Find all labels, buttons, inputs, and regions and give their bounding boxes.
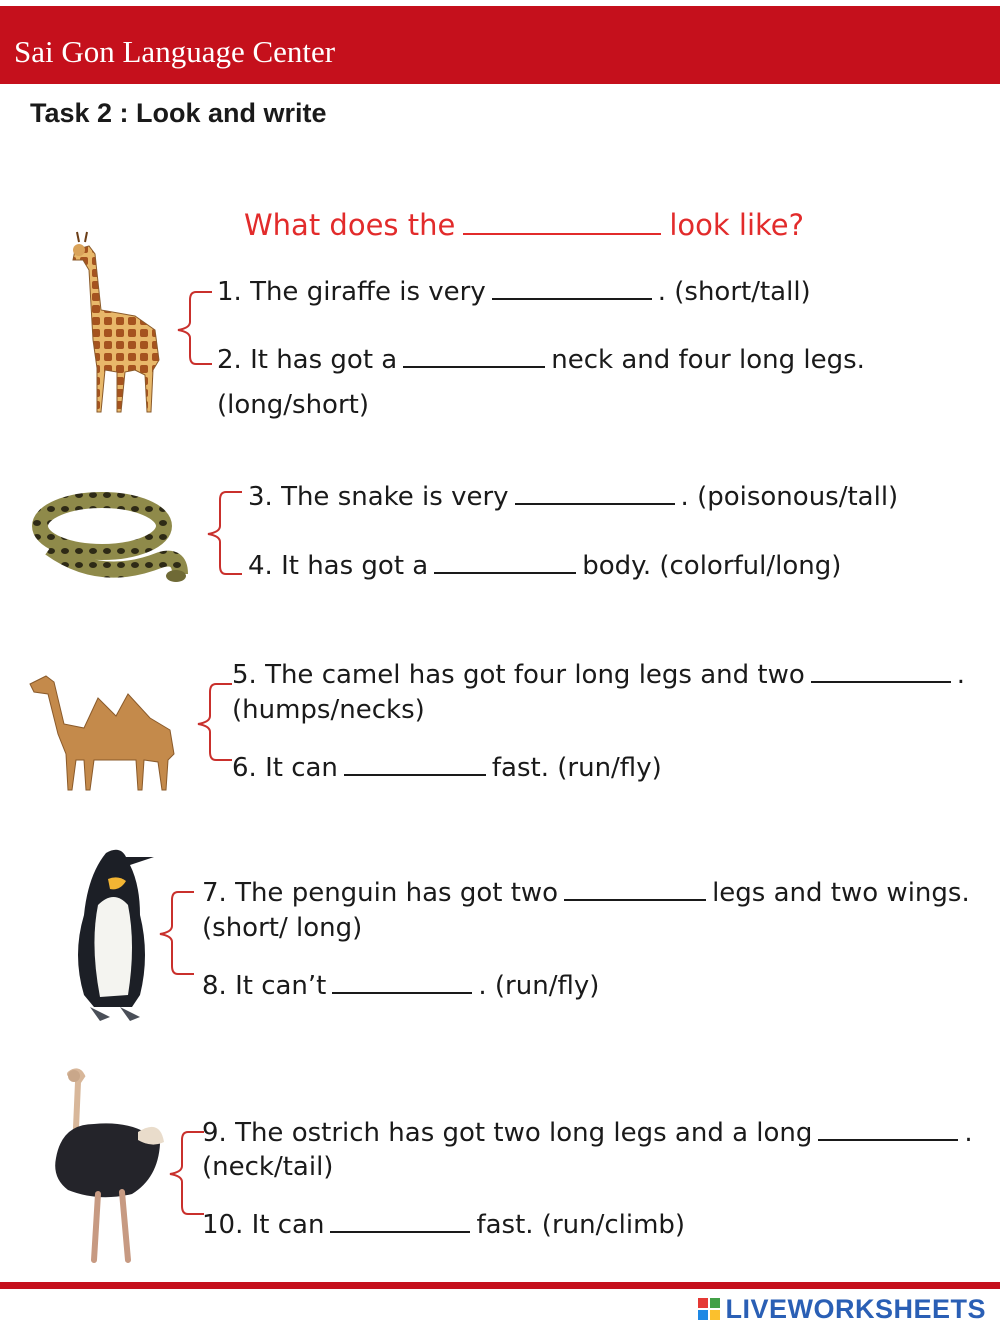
answer-blank-3[interactable] [515,502,675,505]
camel-image [24,664,194,794]
item-8: 8. It can’t . (run/fly) [202,971,600,1001]
item-7: 7. The penguin has got two legs and two wings. [202,878,970,908]
answer-blank-10[interactable] [330,1230,470,1233]
question-before: What does the [244,208,456,242]
answer-blank-2[interactable] [403,365,545,368]
answer-blank-8[interactable] [332,991,472,994]
answer-blank-1[interactable] [492,297,652,300]
item-10: 10. It can fast. (run/climb) [202,1210,686,1240]
question-heading [244,208,804,242]
answer-blank-6[interactable] [344,773,486,776]
task-title: Task 2 : Look and write [30,98,327,128]
brand-text: LIVEWORKSHEETS [725,1293,986,1324]
item-3: 3. The snake is very . (poisonous/tall) [248,482,899,512]
penguin-image [70,845,160,1030]
item-5: 5. The camel has got four long legs and two . [232,660,966,690]
footer-rule [0,1282,1000,1289]
penguin-brace [150,888,198,978]
question-blank [463,232,661,235]
item-1: 1. The giraffe is very . (short/tall) [217,277,811,307]
snake-image [30,488,190,588]
giraffe-brace [166,288,216,368]
liveworksheets-logo-icon [698,1298,720,1320]
question-after: look like? [669,208,804,242]
item-5-hint: (humps/necks) [232,695,425,725]
item-2-hint: (long/short) [217,390,369,420]
item-6: 6. It can fast. (run/fly) [232,753,662,783]
liveworksheets-brand[interactable] [698,1293,986,1325]
snake-brace [196,488,246,578]
header-bar [0,6,1000,84]
answer-blank-7[interactable] [564,898,706,901]
answer-blank-5[interactable] [811,680,951,683]
item-7-hint: (short/ long) [202,913,363,943]
item-9-hint: (neck/tail) [202,1152,334,1182]
item-2: 2. It has got a neck and four long legs. [217,345,865,375]
answer-blank-4[interactable] [434,571,576,574]
answer-blank-9[interactable] [818,1138,958,1141]
item-9: 9. The ostrich has got two long legs and a long . [202,1118,973,1148]
header-title: Sai Gon Language Center [14,34,336,69]
camel-brace [192,680,236,764]
item-4: 4. It has got a body. (colorful/long) [248,551,842,581]
giraffe-image [55,220,170,420]
ostrich-brace [160,1128,208,1218]
ostrich-image [48,1068,168,1268]
